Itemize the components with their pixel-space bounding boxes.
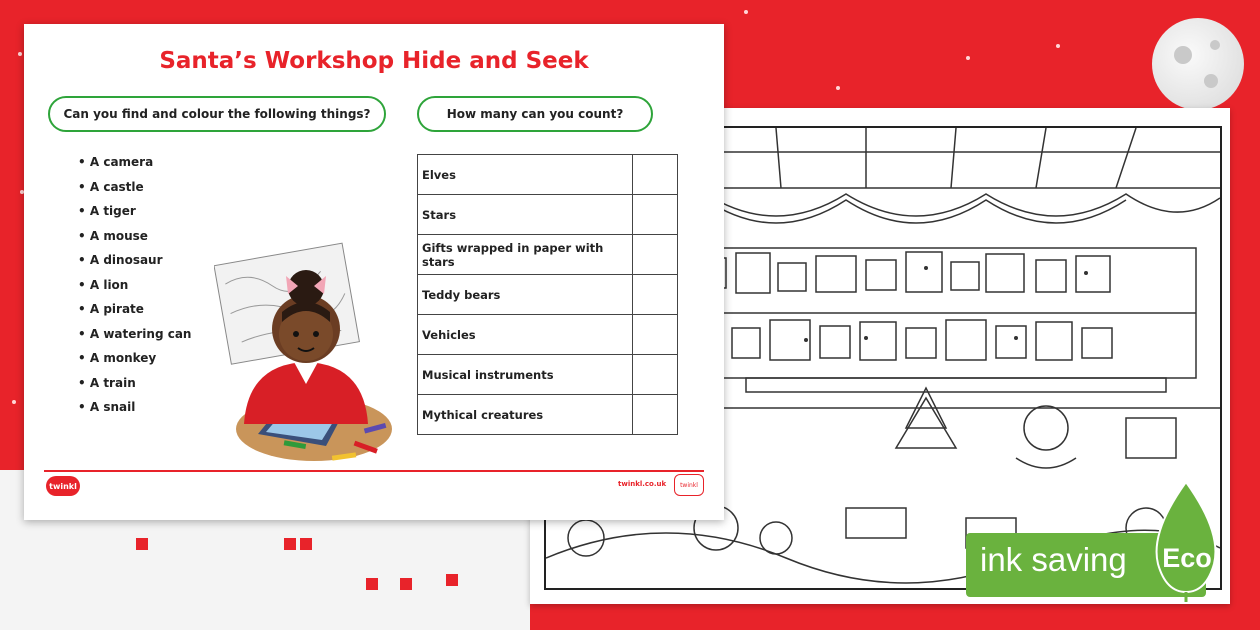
window — [300, 538, 312, 550]
eco-leaf-icon — [1150, 482, 1222, 602]
count-answer-box[interactable] — [633, 275, 678, 315]
window — [136, 538, 148, 550]
count-label: Stars — [418, 195, 633, 235]
count-label: Elves — [418, 155, 633, 195]
worksheet-title: Santa’s Workshop Hide and Seek — [159, 48, 589, 74]
table-row — [418, 275, 678, 315]
count-heading: How many can you count? — [417, 96, 653, 132]
sparkle — [12, 400, 16, 404]
table-row — [418, 315, 678, 355]
table-row — [418, 235, 678, 275]
list-item: • A castle — [78, 175, 191, 200]
count-label: Teddy bears — [418, 275, 633, 315]
moon-icon — [1152, 18, 1244, 110]
list-item: • A snail — [78, 395, 191, 420]
count-answer-box[interactable] — [633, 155, 678, 195]
window — [284, 538, 296, 550]
count-label: Gifts wrapped in paper with stars — [418, 235, 633, 275]
list-item: • A train — [78, 371, 191, 396]
list-item: • A camera — [78, 150, 191, 175]
girl-colouring-illustration — [214, 234, 394, 464]
count-answer-box[interactable] — [633, 195, 678, 235]
list-item: • A mouse — [78, 224, 191, 249]
list-item: • A pirate — [78, 297, 191, 322]
sparkle — [836, 86, 840, 90]
twinkl-badge-icon: twinkl — [674, 474, 704, 496]
table-row — [418, 155, 678, 195]
house-silhouette — [60, 520, 530, 630]
list-item: • A lion — [78, 273, 191, 298]
eco-label: Eco — [1162, 543, 1212, 573]
count-answer-box[interactable] — [633, 395, 678, 435]
count-answer-box[interactable] — [633, 355, 678, 395]
twinkl-logo: twinkl — [46, 476, 80, 496]
find-heading: Can you find and colour the following things? — [48, 96, 386, 132]
count-label: Vehicles — [418, 315, 633, 355]
count-answer-box[interactable] — [633, 235, 678, 275]
list-item: • A monkey — [78, 346, 191, 371]
find-list — [78, 150, 191, 420]
window — [446, 574, 458, 586]
sparkle — [18, 52, 22, 56]
sparkle — [744, 10, 748, 14]
worksheet-page — [24, 24, 724, 520]
window — [366, 578, 378, 590]
sparkle — [966, 56, 970, 60]
count-label: Musical instruments — [418, 355, 633, 395]
count-table — [417, 154, 678, 435]
list-item: • A tiger — [78, 199, 191, 224]
list-item: • A watering can — [78, 322, 191, 347]
count-label: Mythical creatures — [418, 395, 633, 435]
table-row — [418, 355, 678, 395]
footer-divider — [44, 470, 704, 472]
sparkle — [1056, 44, 1060, 48]
list-item: • A dinosaur — [78, 248, 191, 273]
count-answer-box[interactable] — [633, 315, 678, 355]
window — [400, 578, 412, 590]
footer-url: twinkl.co.uk — [618, 480, 667, 488]
ink-saving-text: ink saving — [980, 541, 1127, 578]
table-row — [418, 395, 678, 435]
table-row — [418, 195, 678, 235]
